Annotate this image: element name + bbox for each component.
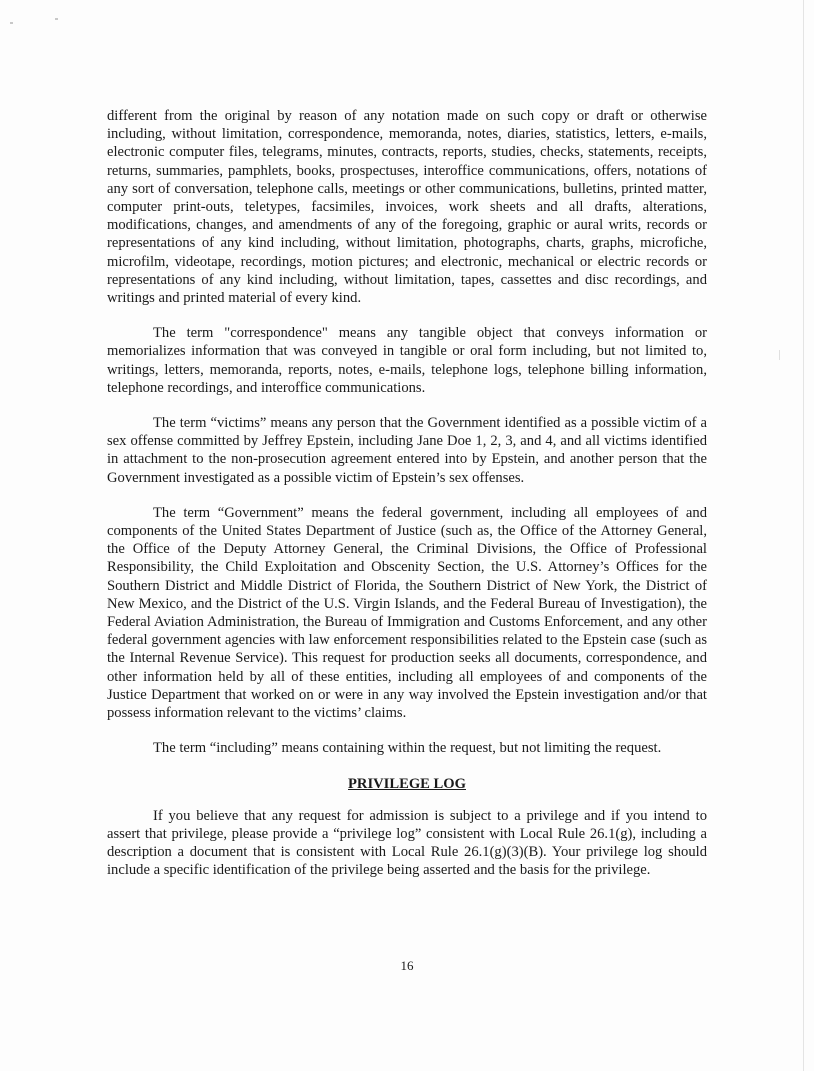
section-heading-privilege-log: PRIVILEGE LOG — [348, 775, 466, 792]
scan-artifact — [779, 350, 780, 360]
paragraph-government-definition: The term “Government” means the federal government, including all employees of and components of the United States Department of Justice (such as, the Office of the Attorney General, the Office of the Deputy Attorney General, the Criminal Divisions, the Office of Professional Responsibility, the Child Exploitation and Obscenity Section, the U.S. Attorney’s Offices for the Southern District and Middle District of Florida, the Southern District of New York, the District of New Mexico, and the District of the U.S. Virgin Islands, and the Federal Bureau of Investigation), the Federal Aviation Administration, the Bureau of Immigration and Customs Enforcement, and any other federal government agencies with law enforcement responsibilities related to the Epstein case (such as the Internal Revenue Service). This request for production seeks all documents, correspondence, and other information held by all of these entities, including all employees of and components of the Justice Department that worked on or were in any way involved the Epstein investigation and/or that possess information relevant to the victims’ claims. — [107, 504, 707, 722]
paragraph-privilege-log: If you believe that any request for admission is subject to a privilege and if you intend to assert that privilege, please provide a “privilege log” consistent with Local Rule 26.1(g), including a description a document that is consistent with Local Rule 26.1(g)(3)(B). Your privilege log should include a specific identification of the privilege being asserted and the basis for the privilege. — [107, 807, 707, 879]
paragraph-victims-definition: The term “victims” means any person that the Government identified as a possible victim of a sex offense committed by Jeffrey Epstein, including Jane Doe 1, 2, 3, and 4, and all victims identified in attachment to the non-prosecution agreement entered into by Epstein, and another person that the Government investigated as a possible victim of Epstein’s sex offenses. — [107, 415, 707, 486]
paragraph-definition-continued: different from the original by reason of any notation made on such copy or draft or otherwise including, without limitation, correspondence, memoranda, notes, diaries, statistics, letters, e-mails, electronic computer files, telegrams, minutes, contracts, reports, studies, checks, statements, receipts, returns, summaries, pamphlets, books, prospectuses, interoffice communications, offers, notations of any sort of conversation, telephone calls, meetings or other communications, bulletins, printed matter, computer print-outs, teletypes, facsimiles, invoices, work sheets and all drafts, alterations, modifications, changes, and amendments of any of the foregoing, graphic or aural writs, records or representations of any kind including, without limitation, photographs, charts, graphs, microfiche, microfilm, videotape, recordings, motion pictures; and electronic, mechanical or electric records or representations of any kind including, without limitation, tapes, cassettes and disc recordings, and writings and printed material of every kind. — [107, 108, 707, 307]
paragraph-including-definition: The term “including” means containing within the request, but not limiting the request. — [153, 740, 662, 757]
paragraph-correspondence-definition: The term "correspondence" means any tangible object that conveys information or memorializes information that was conveyed in tangible or oral form including, but not limited to, writings, letters, memoranda, reports, notes, e-mails, telephone logs, telephone billing information, telephone recordings, and interoffice communications. — [107, 325, 707, 396]
document-body — [107, 107, 707, 897]
scan-artifact — [55, 18, 58, 20]
page-edge-line — [803, 0, 804, 1071]
page-number: 16 — [400, 958, 414, 973]
scan-artifact — [10, 22, 13, 24]
